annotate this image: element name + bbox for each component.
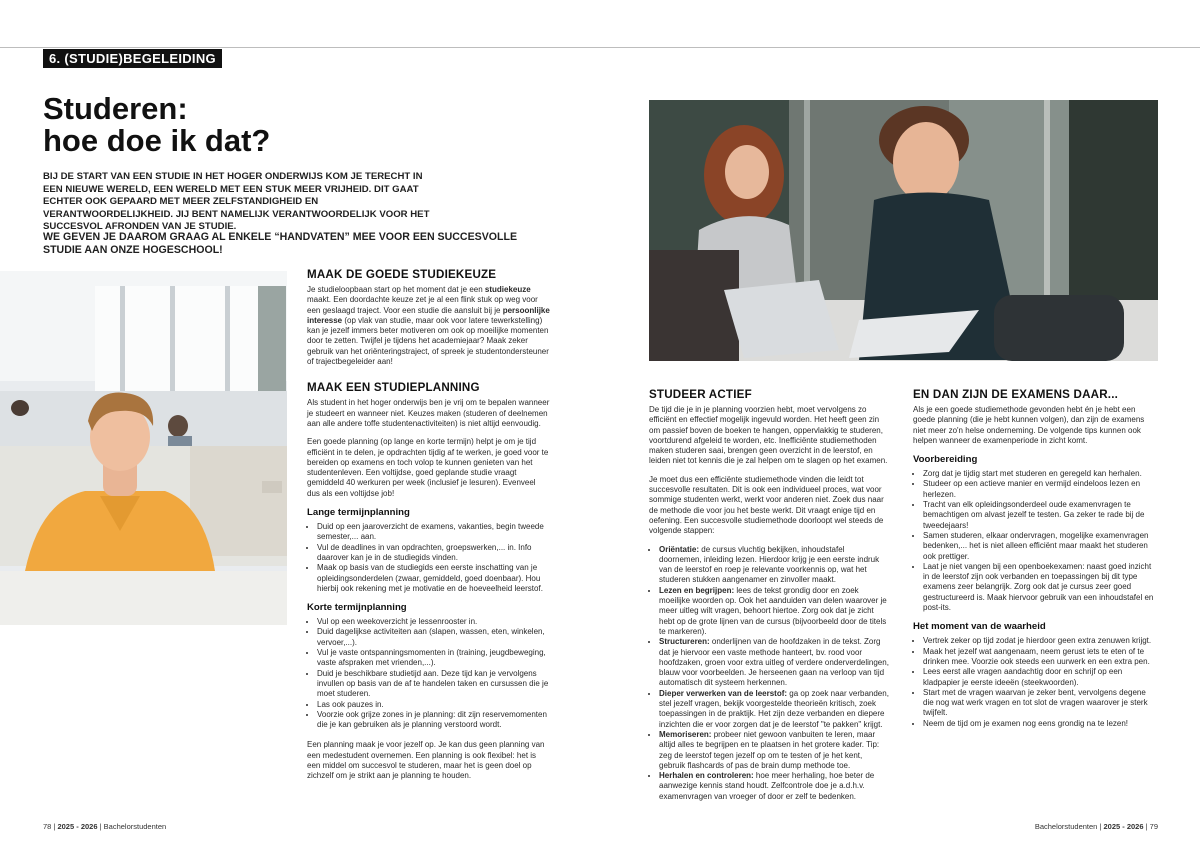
footer-left: 78 | 2025 - 2026 | Bachelorstudenten xyxy=(43,822,167,831)
list-item: • Las ook pauzes in. xyxy=(317,700,550,710)
list-item xyxy=(659,771,889,802)
list-item: • Vertrek zeker op tijd zodat je hierdoor geen extra zenuwen krijgt. xyxy=(923,636,1158,646)
korte-termijn-heading: Korte termijnplanning xyxy=(307,602,407,614)
studiekeuze-text-1: Je studieloopbaan start op het moment dat je een xyxy=(307,285,485,294)
step-label: Memoriseren: xyxy=(659,729,712,739)
step-text: probeer niet gewoon vanbuiten te leren, maar altijd alles te begrijpen en te plaatsen in het grotere kader. Tip: zeg de leerstof tegen jezelf op om te testen of je het kent, gebruik flashcards of pas de brain dump methode toe. xyxy=(659,729,880,770)
lange-termijn-heading: Lange termijnplanning xyxy=(307,507,410,519)
footer-year-left: 2025 - 2026 xyxy=(57,822,98,831)
top-rule xyxy=(0,47,1200,48)
section-studieplanning xyxy=(307,381,550,781)
planning-paragraph-3: Een planning maak je voor jezelf op. Je kan dus geen planning van een medestudent overnemen. Een planning is ook flexibel: het is een middel om succesvol te studeren, maar het is geen doel op zichzelf om je strikt aan je planning te houden. xyxy=(307,740,545,781)
step-label: Lezen en begrijpen: xyxy=(659,585,735,595)
studiekeuze-bold-2: persoonlijke interesse xyxy=(307,305,550,325)
planning-heading: MAAK EEN STUDIEPLANNING xyxy=(307,381,480,395)
list-item xyxy=(659,545,889,586)
actief-paragraph-2: Je moet dus een efficiënte studiemethode vinden die leidt tot succesvolle resultaten. Dit is ook een individueel proces, wat voor sommige studenten werkt, werkt voor anderen niet. Zoek dus naar de methode die voor jou het beste werkt. Dit vraagt enige tijd en oefening. Een succesvolle studiemethode doorloopt wel steeds de volgende stappen: xyxy=(649,474,884,536)
list-item xyxy=(659,637,889,688)
moment-heading: Het moment van de waarheid xyxy=(913,621,1046,633)
step-label: Oriëntatie: xyxy=(659,544,700,554)
list-item xyxy=(659,586,889,637)
examens-paragraph: Als je een goede studiemethode gevonden hebt én je hebt een goede planning (die je hebt kunnen volgen), dan zijn de examens niet meer zo'n helse onderneming. De volgende tips kunnen ook helpen wanneer de examenperiode in zicht komt. xyxy=(913,405,1145,445)
footer-label-left: Bachelorstudenten xyxy=(103,822,167,831)
step-text: onderlijnen van de hoofdzaken in de tekst. Zorg dat je hiervoor een vaste methode hanteert, bv. rood voor hoofdzaken, groen voor extra uitleg of verdere onderverdelingen, blauw voor voorbeelden. Je herseenen gaan na verloop van tijd automatisch dit systeem herkennen. xyxy=(659,637,889,688)
column-studeer-actief xyxy=(649,388,889,810)
title-line-2: hoe doe ik dat? xyxy=(43,123,271,158)
studiekeuze-text-2: maakt. Een doordachte keuze zet je al een flink stuk op weg voor een geslaagd traject. Voor een studie die aansluit bij je xyxy=(307,295,538,315)
study-steps-list xyxy=(649,545,889,802)
list-item: • Maak op basis van de studiegids een eerste inschatting van je opleidingsonderdelen (zwaar, gemiddeld, goed doenbaar). Hou hierbij ook rekening met je motivatie en de hoeveelheid leerstof. xyxy=(317,563,550,594)
title-line-1: Studeren: xyxy=(43,91,188,126)
student-photo-left xyxy=(0,271,287,625)
list-item: • Laat je niet vangen bij een openboekexamen: naast goed inzicht in de leerstof zijn ook verbanden en toepassingen bij dit type examens zeer belangrijk. Zorg ook dat je cursus zeer goed gestructureerd is. Maak hiervoor gebruik van een inhoudstafel en post-its. xyxy=(923,562,1158,613)
list-item xyxy=(659,689,889,730)
moment-list xyxy=(913,636,1158,729)
list-item: • Maak het jezelf wat aangenaam, neem gerust iets te eten of te drinken mee. Voorzie ook steeds een uurwerk en een extra pen. xyxy=(923,647,1158,668)
list-item: • Studeer op een actieve manier en vermijd eindeloos lezen en herlezen. xyxy=(923,479,1158,500)
studiekeuze-heading: MAAK DE GOEDE STUDIEKEUZE xyxy=(307,268,497,281)
list-item: • Duid dagelijkse activiteiten aan (slapen, wassen, eten, winkelen, vervoer,...). xyxy=(317,627,550,648)
list-item: • Zorg dat je tijdig start met studeren en geregeld kan herhalen. xyxy=(923,469,1158,479)
list-item: • Samen studeren, elkaar ondervragen, mogelijke examenvragen bedenken,... het is niet alleen efficiënt maar maakt het studeren ook prettiger. xyxy=(923,531,1158,562)
intro-text: BIJ DE START VAN EEN STUDIE IN HET HOGER ONDERWIJS KOM JE TERECHT IN EEN NIEUWE WERELD, EEN WERELD MET EEN STUK MEER VRIJHEID. DIT GAAT ECHTER OOK GEPAARD MET MEER ZELFSTANDIGHEID EN VERANTWOORDELIJKHEID. JIJ BENT NAMELIJK VERANTWOORDELIJK VOOR HET SUCCESVOL AFRONDEN VAN JE STUDIE. xyxy=(43,171,430,233)
footer-right: Bachelorstudenten | 2025 - 2026 | 79 xyxy=(1034,822,1158,831)
footer-label-right: Bachelorstudenten xyxy=(1034,822,1098,831)
planning-paragraph-1: Als student in het hoger onderwijs ben je vrij om te bepalen wanneer je studeert en wanneer niet. Keuzes maken (studeren of deelnemen aan alle andere toffe studentenactiviteiten) is niet altijd eenvoudig. xyxy=(307,398,550,428)
intro-subtitle: WE GEVEN JE DAAROM GRAAG AL ENKELE “HANDVATEN” MEE VOOR EEN SUCCESVOLLE STUDIE AAN ONZE HOGESCHOOL! xyxy=(43,231,518,256)
footer-year-right: 2025 - 2026 xyxy=(1103,822,1144,831)
list-item: • Voorzie ook grijze zones in je planning: dit zijn reservemomenten die je kan gebruiken als je planning verstoord wordt. xyxy=(317,710,550,731)
studiekeuze-text-3: (op vlak van studie, maar ook voor latere tewerkstelling) kan je jezelf immers beter motiveren om ook op moeilijke momenten door te zetten. Twijfel je tijdens het academiejaar? Maak zeker gebruik van het oriënteringstraject, of spreek je studentondersteuner of trajectbegeleider aan! xyxy=(307,315,549,367)
step-text: de cursus vluchtig bekijken, inhoudstafel doornemen, inleiding lezen. Hierdoor krijg je een eerste indruk van de leerstof en roep je relevante voorkennis op, wat het studeren stukken aangenamer en zinvoller maakt. xyxy=(659,544,880,585)
list-item: • Start met de vragen waarvan je zeker bent, vervolgens degene die nog wat werk vragen en tot slot de vragen waarover je sterk twijfelt. xyxy=(923,688,1158,719)
step-text: ga op zoek naar verbanden, stel jezelf vragen, bekijk voorgestelde theorieën kritisch, zoek toepassingen in de praktijk. Het zijn deze verbanden en diepere inzichten die er voor zorgen dat je de leerstof "te pakken" krijgt. xyxy=(659,688,889,729)
section-tag: 6. (STUDIE)BEGELEIDING xyxy=(43,49,222,68)
list-item: • Lees eerst alle vragen aandachtig door en schrijf op een kladpapier je eerste ideeën (steekwoorden). xyxy=(923,667,1158,688)
studiekeuze-text xyxy=(307,285,550,367)
list-item: • Tracht van elk opleidingsonderdeel oude examenvragen te bemachtigen om alvast jezelf te testen. Ga zeker te rade bij de tweedejaars! xyxy=(923,500,1158,531)
list-item: • Neem de tijd om je examen nog eens grondig na te lezen! xyxy=(923,719,1158,729)
voorbereiding-heading: Voorbereiding xyxy=(913,454,978,466)
list-item: • Vul op een weekoverzicht je lessenrooster in. xyxy=(317,617,550,627)
lange-termijn-list xyxy=(307,522,550,594)
list-item: • Duid op een jaaroverzicht de examens, vakanties, begin tweede semester,... aan. xyxy=(317,522,550,543)
section-studiekeuze xyxy=(307,268,550,367)
column-planning xyxy=(307,268,550,792)
step-label: Herhalen en controleren: xyxy=(659,771,754,781)
students-laptop-photo xyxy=(649,100,1158,361)
actief-heading: STUDEER ACTIEF xyxy=(649,388,752,401)
list-item: • Vul je vaste ontspanningsmomenten in (training, jeugdbeweging, vaste afspraken met vrienden,...). xyxy=(317,648,550,669)
step-text: hoe meer herhaling, hoe beter de aanwezige kennis stand houdt. Zelfcontrole doe je a.d.h.v. examenvragen van vroeger of door er zelf te bedenken. xyxy=(659,771,875,801)
step-text: lees de tekst grondig door en zoek moeilijke woorden op. Ook het aanduiden van delen waarover je meer uitleg wilt vragen, behoort hiertoe. Zorg ook dat je zicht hebt op de grote lijnen van de cursus (bijvoorbeeld door de titels te markeren). xyxy=(659,585,887,636)
examens-heading: EN DAN ZIJN DE EXAMENS DAAR... xyxy=(913,388,1119,401)
page-number-left: 78 xyxy=(43,822,52,831)
step-label: Dieper verwerken van de leerstof: xyxy=(659,688,788,698)
list-item: • Duid je beschikbare studietijd aan. Deze tijd kan je vervolgens invullen op basis van de af te handelen taken en cursussen die je moet studeren. xyxy=(317,669,550,700)
actief-paragraph-1: De tijd die je in je planning voorzien hebt, moet vervolgens zo efficiënt en effectief mogelijk ingevuld worden. Het heeft geen zin om passief boven de boeken te hangen, oppervlakkig te studeren, voortdurend afgeleid te worden, etc. Inefficiënte studiemethoden maken studeren saai, brengen geen overzicht in de leerstof, en leiden niet tot kennis die je zal helpen om te slagen op het examen. xyxy=(649,405,888,466)
page-number-right: 79 xyxy=(1149,822,1158,831)
studiekeuze-bold-1: studiekeuze xyxy=(484,285,531,294)
planning-paragraph-2: Een goede planning (op lange en korte termijn) helpt je om je tijd efficiënt in te delen, je opdrachten tijdig af te werken, je goed voor te bereiden op examens en toch volop te kunnen genieten van het studentenleven. Een voltijdse, goed geplande studie vraagt gemiddeld 40 werkuren per week (inclusief je lesuren). Evenveel dus als een voltijdse job! xyxy=(307,437,549,498)
column-examens xyxy=(913,388,1158,737)
list-item: • Vul de deadlines in van opdrachten, groepswerken,... in. Info daarover kan je in de studiegids vinden. xyxy=(317,543,550,564)
korte-termijn-list xyxy=(307,617,550,730)
page-title xyxy=(43,93,343,157)
step-label: Structureren: xyxy=(659,637,710,647)
voorbereiding-list xyxy=(913,469,1158,613)
list-item xyxy=(659,730,889,771)
